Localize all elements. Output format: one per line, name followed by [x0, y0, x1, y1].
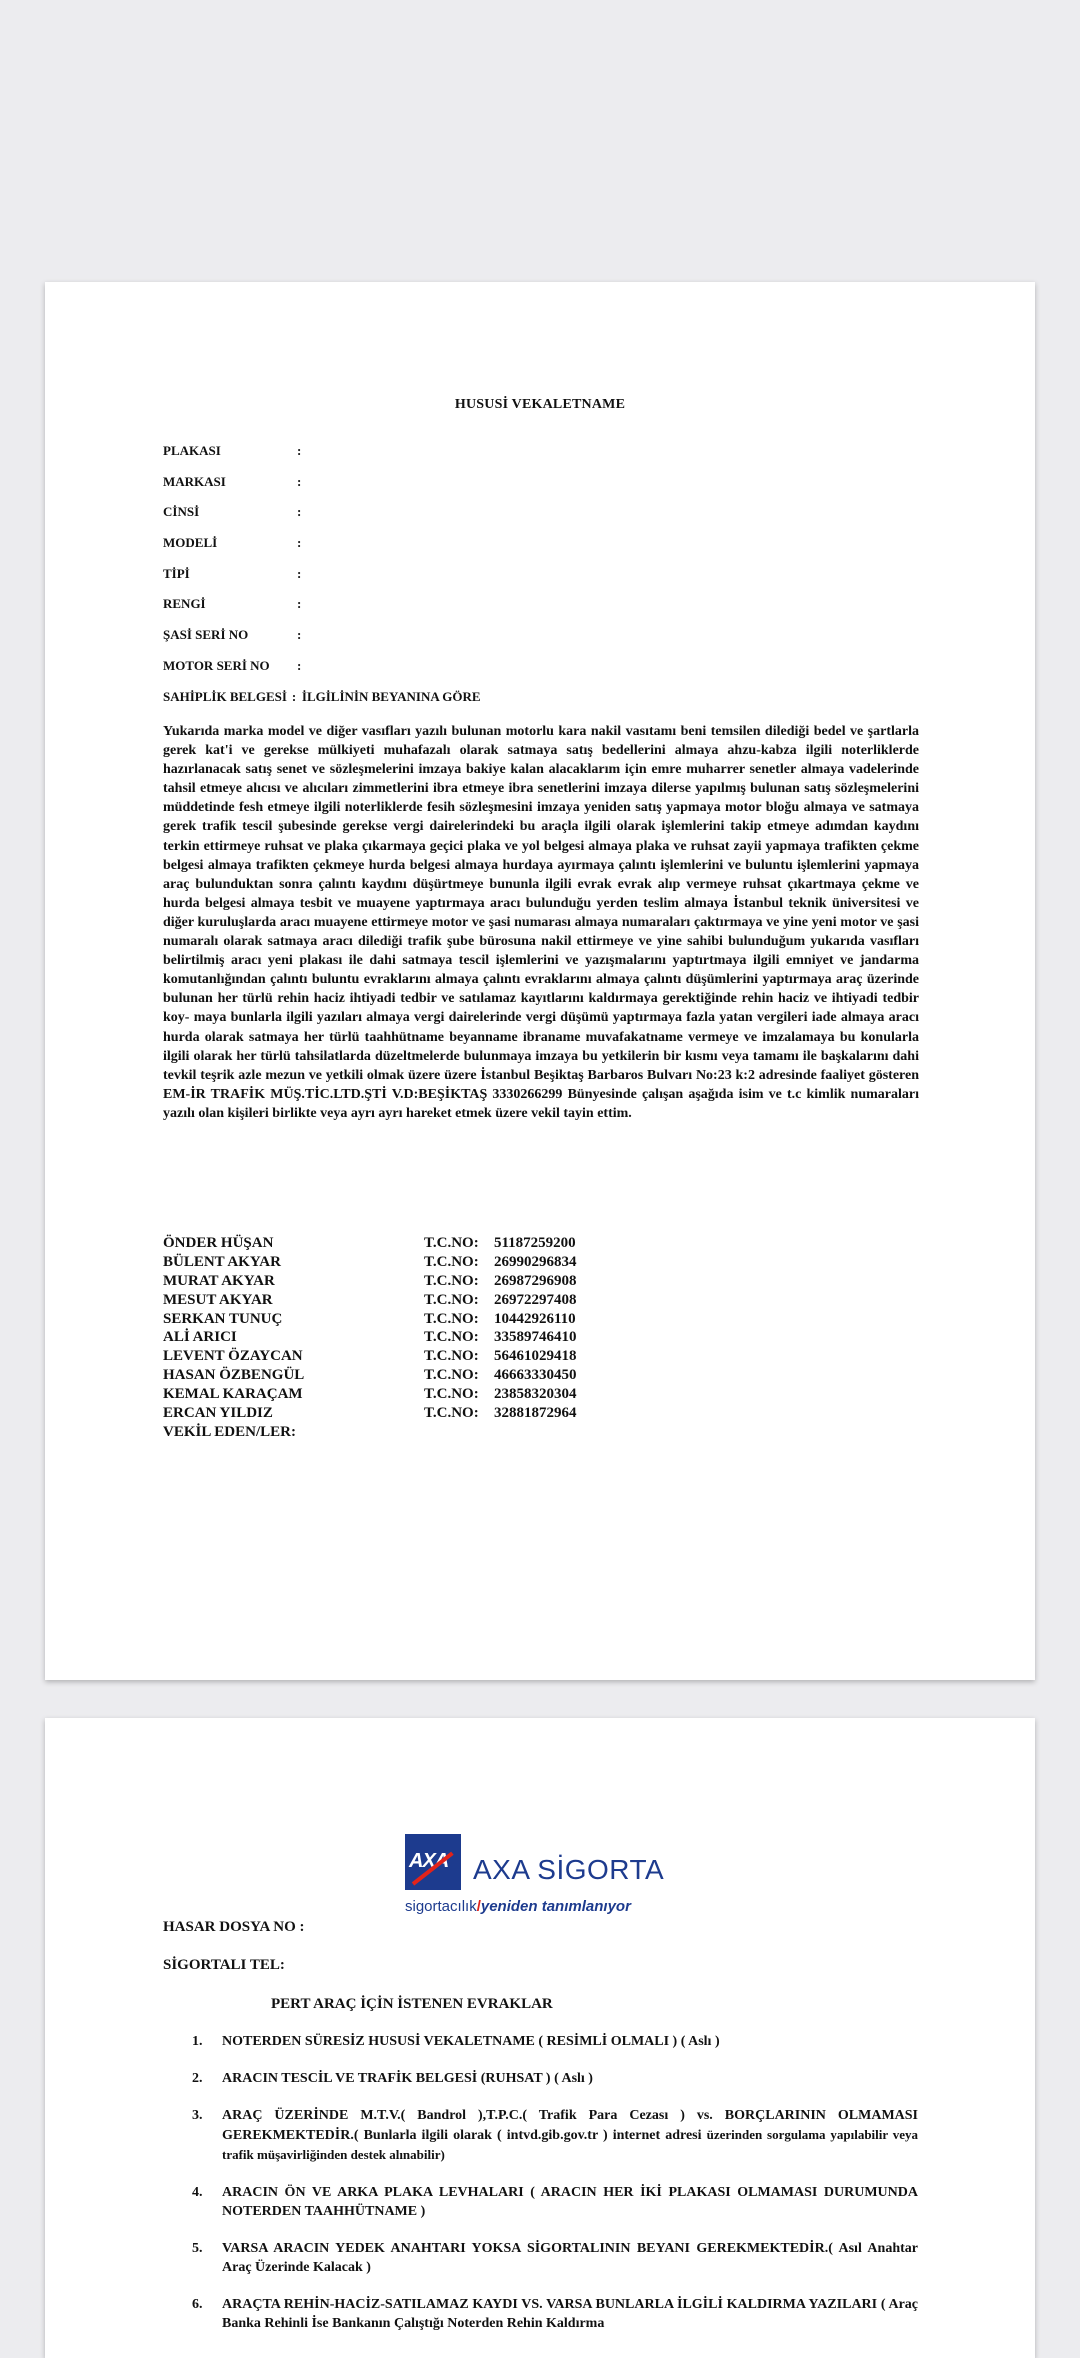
item-number: 1.	[192, 2034, 203, 2049]
field-row	[163, 443, 943, 474]
tc-label: T.C.NO:	[424, 1291, 479, 1308]
field-colon: :	[297, 657, 302, 673]
tc-number: 26972297408	[494, 1291, 577, 1308]
person-row	[163, 1272, 763, 1291]
person-name: ERCAN YILDIZ	[163, 1405, 273, 1422]
tc-number: 33589746410	[494, 1329, 577, 1346]
item-number: 5.	[192, 2241, 203, 2256]
axa-brand-name: AXA SİGORTA	[473, 1854, 665, 1885]
person-name: KEMAL KARAÇAM	[163, 1386, 303, 1403]
field-label: SAHİPLİK BELGESİ	[163, 688, 287, 704]
field-row	[163, 596, 943, 627]
list-item	[45, 2106, 918, 2165]
tc-label: T.C.NO:	[424, 1405, 479, 1422]
person-name: HASAN ÖZBENGÜL	[163, 1367, 305, 1384]
field-label: ŞASİ SERİ NO	[163, 627, 249, 643]
tc-label: T.C.NO:	[424, 1386, 479, 1403]
field-label: TİPİ	[163, 565, 190, 581]
tagline-part-2: yeniden tanımlanıyor	[480, 1898, 631, 1915]
field-colon: :	[297, 443, 302, 458]
field-colon: :	[297, 596, 302, 612]
axa-sigorta-logo	[405, 1834, 685, 1926]
required-documents-list	[45, 2032, 1035, 2351]
ownership-row	[163, 689, 943, 720]
person-name: ALİ ARICI	[163, 1329, 237, 1346]
vehicle-fields	[163, 443, 943, 719]
field-colon: :	[297, 504, 302, 520]
field-label: MARKASI	[163, 473, 226, 489]
tagline-slash: /	[476, 1898, 481, 1915]
field-label: PLAKASI	[163, 443, 221, 458]
tc-number: 26987296908	[494, 1272, 577, 1289]
person-name: LEVENT ÖZAYCAN	[163, 1348, 303, 1365]
axa-logo-text: AXA	[409, 1850, 449, 1872]
person-name: MESUT AKYAR	[163, 1291, 273, 1308]
person-row	[163, 1310, 763, 1329]
tc-number: 56461029418	[494, 1348, 577, 1365]
person-name: SERKAN TUNUÇ	[163, 1310, 283, 1327]
tc-number: 26990296834	[494, 1253, 577, 1270]
list-item	[45, 2032, 918, 2051]
list-item	[45, 2239, 918, 2277]
item-number: 4.	[192, 2185, 203, 2200]
item-text: ARAÇ ÜZERİNDE M.T.V.( Bandrol ),T.P.C.( Trafik Para Cezası ) vs. BORÇLARININ OLMAMASI GEREKMEKTEDİR.( Bunlarla ilgili olarak ( intvd.gib.gov.tr ) internet adresi	[222, 2108, 918, 2143]
person-row	[163, 1366, 763, 1385]
tc-label: T.C.NO:	[424, 1367, 479, 1384]
required-documents-heading: PERT ARAÇ İÇİN İSTENEN EVRAKLAR	[271, 1996, 553, 2012]
field-value: İLGİLİNİN BEYANINA GÖRE	[301, 688, 481, 704]
tc-label: T.C.NO:	[424, 1253, 479, 1270]
field-label: RENGİ	[163, 596, 206, 612]
person-row	[163, 1291, 763, 1310]
tc-label: T.C.NO:	[424, 1235, 479, 1251]
axa-tagline	[405, 1898, 631, 1915]
field-row	[163, 627, 943, 658]
tc-number: 23858320304	[494, 1386, 577, 1403]
field-row	[163, 504, 943, 535]
tc-label: T.C.NO:	[424, 1348, 479, 1365]
item-number: 2.	[192, 2071, 203, 2086]
proxy-persons-list	[163, 1234, 763, 1442]
vekil-eden-label: VEKİL EDEN/LER:	[163, 1423, 296, 1440]
field-label: CİNSİ	[163, 504, 200, 520]
person-row	[163, 1404, 763, 1423]
claim-file-number-label: HASAR DOSYA NO :	[163, 1919, 305, 1935]
proxy-body-paragraph: Yukarıda marka model ve diğer vasıfları yazılı bulunan motorlu kara nakil vasıtamı beni temsilen dilediği bedel ve şartlarla gerek kat'i ve gerekse mülkiyeti muhafazalı olarak satmaya satış bedellerini almaya ahzu-kabza ilgili noterliklerde hazırlanacak satış senet ve sözleşmelerini imzaya bakiye kalan alacaklarım için emre muharrer senetler almaya vadelerinde tahsil etmeye alıcısı ve alıcıları zimmetlerini ibra etmeye ibra senetlerini imzaya dilerse yapılmış bulunan satış sözleşmelerini müddetinde fesh etmeye ilgili noterliklerde fesih sözleşmesini imzaya yeniden satış yapmaya motor bloğu almaya ve satmaya gerek trafik tescil şubesinde gerekse vergi dairelerindeki bu araçla ilgili olarak işlemlerini takip etmeye adımdan kaydını terkin ettirmeye ruhsat ve plaka çıkarmaya geçici plaka ve yol belgesi almaya plaka ve ruhsat zayii yapmaya trafikten çekme belgesi almaya trafikten çekmeye hurda belgesi almaya hurdaya ayırmaya çalıntı işlemlerini ve buluntu işlemlerini yapmaya araç bulunduktan sonra çalıntı kaydını düşürtmeye bununla ilgili evrak evrak alıp vermeye ruhsat çıkartmaya çekme ve hurda belgesi almaya tesbit ve muayene yaptırmaya aracı bulunduğu yerden teslim almaya İstanbul teknik üniversitesi ve diğer kuruluşlarda aracı muayene ettirmeye motor ve şasi numarası almaya numaraları çaktırmaya ve yine yeni motor ve şasi numaralı olarak satmaya aracı dilediği trafik şube bürosuna nakil ettirmeye ve yine sahibi bulunduğum yukarıda vasıfları belirtilmiş aracı yeni plakası ile dahi satmaya tescil işlemlerini ve yazışmalarını yaptırtmaya ilgili emniyet ve jandarma komutanlığından çalıntı buluntu evraklarını almaya çalıntı evraklarını almaya çalıntı düşümlerini yaptırmaya araç üzerinde bulunan her türlü rehin haciz ihtiyadi tedbir ve satılamaz kayıtlarını kaldırmaya gerektiğinde rehin haciz ve ihtiyadi tedbir koy- maya bunlarla ilgili yazıları almaya vergi dairelerinde vergi düşümü yaptırmaya fazla yatan vergileri iade almaya aracı hurda olarak satmaya her türlü taahhütname beyanname ibraname muvafakatname vermeye ve imzalamaya bu konularla ilgili olarak her türlü tahsilatlarda düzeltmelerde bulunmaya imzaya bu yetkilerin bir kısmı veya tamamı ile başkalarını dahi tevkil teşrik azle mezun ve yetkili olmak üzere üzere İstanbul Beşiktaş Barbaros Bulvarı No:23 k:2 adresinde faaliyet gösteren EM-İR TRAFİK MÜŞ.TİC.LTD.ŞTİ V.D:BEŞİKTAŞ 3330266299 Bünyesinde çalışan aşağıda isim ve t.c kimlik numaraları yazılı olan kişileri birlikte veya ayrı ayrı hareket etmek üzere vekil tayin ettim.	[163, 724, 919, 1121]
person-name: ÖNDER HÜŞAN	[163, 1235, 274, 1251]
list-item	[45, 2295, 918, 2333]
tc-label: T.C.NO:	[424, 1310, 479, 1327]
person-name: MURAT AKYAR	[163, 1272, 275, 1289]
item-number: 6.	[192, 2297, 203, 2312]
field-label: MODELİ	[163, 535, 218, 551]
document-title: HUSUSİ VEKALETNAME	[454, 397, 626, 412]
person-row	[163, 1234, 763, 1253]
field-colon: :	[297, 473, 302, 489]
tc-number: 46663330450	[494, 1367, 577, 1384]
field-colon: :	[291, 688, 297, 704]
list-item	[45, 2183, 918, 2221]
person-row	[163, 1328, 763, 1347]
field-row	[163, 566, 943, 597]
item-text: ARACIN TESCİL VE TRAFİK BELGESİ (RUHSAT ) ( Aslı )	[222, 2071, 593, 2086]
tc-number: 10442926110	[494, 1310, 576, 1327]
field-row	[163, 658, 943, 689]
person-name: BÜLENT AKYAR	[163, 1253, 281, 1270]
person-row	[163, 1253, 763, 1272]
field-colon: :	[297, 535, 302, 551]
item-subtext: üzerinden sorgulama yapılabilir veya trafik müşavirliğinden destek alınabilir)	[222, 2127, 919, 2162]
axa-logo-mark	[405, 1834, 461, 1890]
item-number: 3.	[192, 2108, 203, 2123]
field-colon: :	[297, 565, 302, 581]
insured-phone-label: SİGORTALI TEL:	[163, 1957, 285, 1973]
tc-number: 32881872964	[494, 1405, 577, 1422]
item-text: ARACIN ÖN VE ARKA PLAKA LEVHALARI ( ARACIN HER İKİ PLAKASI OLMAMASI DURUMUNDA NOTERDEN TAAHHÜTNAME )	[222, 2185, 918, 2219]
item-text: VARSA ARACIN YEDEK ANAHTARI YOKSA SİGORTALININ BEYANI GEREKMEKTEDİR.( Asıl Anahtar Araç Üzerinde Kalacak )	[222, 2241, 918, 2275]
field-row	[163, 474, 943, 505]
tagline-part-1: sigortacılık	[405, 1898, 477, 1915]
list-item	[45, 2069, 918, 2088]
person-row	[163, 1385, 763, 1404]
item-text: ARAÇTA REHİN-HACİZ-SATILAMAZ KAYDI VS. VARSA BUNLARLA İLGİLİ KALDIRMA YAZILARI ( Araç Banka Rehinli İse Bankanın Çalıştığı Noterden Rehin Kaldırma	[222, 2297, 918, 2331]
field-label: MOTOR SERİ NO	[163, 657, 270, 673]
document-page-1	[45, 282, 1035, 1680]
tc-number: 51187259200	[494, 1235, 576, 1251]
document-page-2	[45, 1718, 1035, 2358]
tc-label: T.C.NO:	[424, 1329, 479, 1346]
field-row	[163, 535, 943, 566]
tc-label: T.C.NO:	[424, 1272, 479, 1289]
field-colon: :	[297, 627, 302, 643]
item-text: NOTERDEN SÜRESİZ HUSUSİ VEKALETNAME ( RESİMLİ OLMALI ) ( Aslı )	[222, 2034, 720, 2049]
person-row	[163, 1347, 763, 1366]
